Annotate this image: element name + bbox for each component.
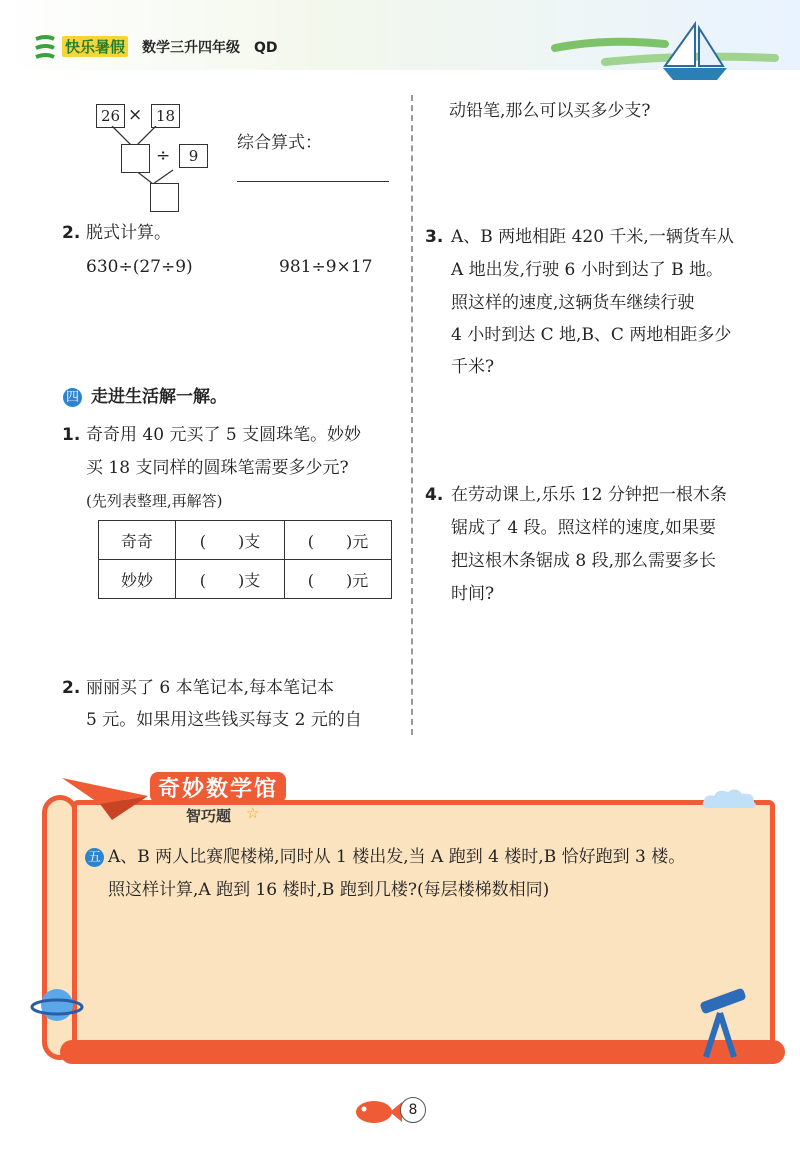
bonus-banner: 奇妙数学馆	[150, 772, 286, 803]
bonus-line-2: 照这样计算,A 跑到 16 楼时,B 跑到几楼?(每层楼梯数相同)	[108, 880, 550, 900]
q2b-line-1: 丽丽买了 6 本笔记本,每本笔记本	[86, 678, 335, 698]
q4-line-4: 时间?	[451, 584, 495, 604]
q1-line-1: 奇奇用 40 元买了 5 支圆珠笔。妙妙	[86, 425, 362, 445]
section-4-title: 走进生活解一解。	[91, 387, 227, 407]
q2-title: 脱式计算。	[86, 223, 171, 243]
q3-line-4: 4 小时到达 C 地,B、C 两地相距多少	[451, 325, 732, 345]
section-4-badge: 四	[63, 388, 82, 407]
telescope-icon	[690, 985, 760, 1060]
fish-icon	[352, 1092, 402, 1128]
q3-line-2: A 地出发,行驶 6 小时到达了 B 地。	[451, 260, 724, 280]
q1-note: (先列表整理,再解答)	[86, 492, 223, 510]
table-cell-name: 奇奇	[99, 521, 176, 560]
q2-expression-2: 981÷9×17	[279, 257, 373, 277]
q1-number: 1.	[62, 425, 81, 445]
leaf-icon	[34, 33, 56, 63]
table-cell-count[interactable]: ( )支	[176, 560, 285, 599]
combined-expression-label: 综合算式：	[237, 133, 322, 153]
q4-line-3: 把这根木条锯成 8 段,那么需要多长	[451, 551, 717, 571]
table-cell-cost[interactable]: ( )元	[285, 521, 392, 560]
q2-expression-1: 630÷(27÷9)	[86, 257, 193, 277]
diagram-answer-box-1[interactable]	[121, 144, 150, 173]
table-row	[99, 521, 392, 560]
right-continuation: 动铅笔,那么可以买多少支?	[449, 101, 651, 121]
section-5-badge: 五	[85, 848, 104, 867]
header-subtitle: 数学三升四年级 QD	[142, 40, 278, 56]
table-cell-count[interactable]: ( )支	[176, 521, 285, 560]
q3-line-5: 千米?	[451, 357, 495, 377]
diagram-box-18: 18	[151, 104, 180, 128]
q1-table	[98, 520, 392, 599]
column-divider	[411, 95, 413, 735]
answer-line[interactable]	[237, 181, 389, 182]
scroll-bottom-roll	[60, 1040, 785, 1064]
diagram-box-26: 26	[96, 104, 125, 128]
q4-line-1: 在劳动课上,乐乐 12 分钟把一根木条	[451, 485, 727, 505]
q1-line-2: 买 18 支同样的圆珠笔需要多少元?	[86, 458, 349, 478]
header-title: 快乐暑假	[62, 36, 128, 57]
planet-icon	[30, 978, 84, 1032]
q3-line-1: A、B 两地相距 420 千米,一辆货车从	[451, 227, 734, 247]
diagram-box-9: 9	[179, 144, 208, 168]
page-number: 8	[400, 1097, 426, 1123]
q4-line-2: 锯成了 4 段。照这样的速度,如果要	[451, 518, 717, 538]
bonus-scroll-panel	[72, 800, 775, 1052]
table-cell-cost[interactable]: ( )元	[285, 560, 392, 599]
table-row	[99, 560, 392, 599]
q2-number: 2.	[62, 223, 81, 243]
q3-line-3: 照这样的速度,这辆货车继续行驶	[451, 293, 695, 313]
q2b-number: 2.	[62, 678, 81, 698]
q4-number: 4.	[425, 485, 444, 505]
bonus-line-1: A、B 两人比赛爬楼梯,同时从 1 楼出发,当 A 跑到 4 楼时,B 恰好跑到 3 楼。	[108, 847, 686, 867]
q2b-line-2: 5 元。如果用这些钱买每支 2 元的自	[86, 710, 362, 730]
diagram-answer-box-2[interactable]	[150, 183, 179, 212]
diagram-multiply-sign: ×	[128, 105, 143, 125]
star-icon: ☆	[246, 804, 260, 822]
table-cell-name: 妙妙	[99, 560, 176, 599]
paper-plane-icon	[60, 768, 150, 828]
bonus-subtitle: 智巧题	[186, 807, 232, 825]
diagram-divide-sign: ÷	[156, 146, 171, 166]
sailboat-icon	[545, 18, 785, 88]
q3-number: 3.	[425, 227, 444, 247]
cloud-icon	[700, 786, 760, 812]
